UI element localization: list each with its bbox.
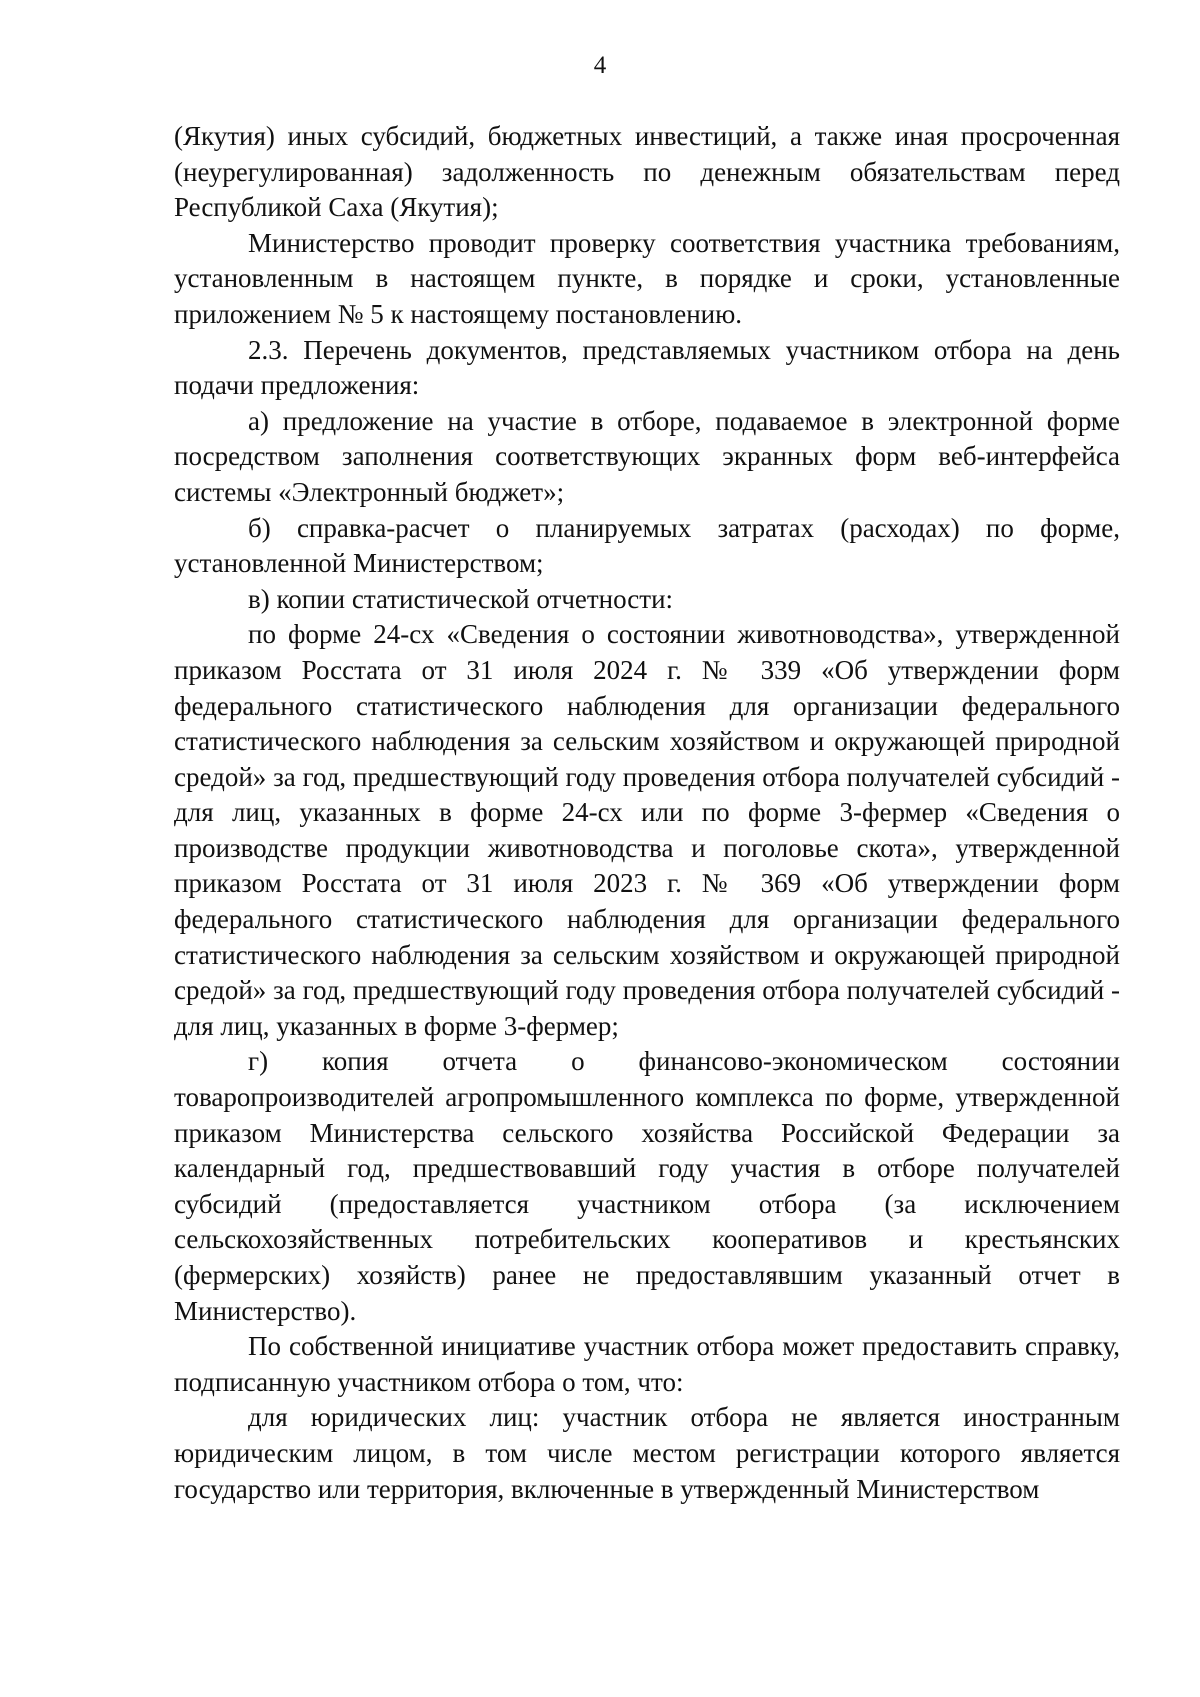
page-number: 4 (593, 52, 607, 79)
list-item-b: б) справка-расчет о планируемых затратах (расходах) по форме, установленной Министерством; (174, 512, 1120, 579)
paragraph-documents-list-heading: 2.3. Перечень документов, представляемых участником отбора на день подачи предложения: (174, 334, 1120, 401)
list-item-v: в) копии статистической отчетности: (248, 583, 674, 614)
paragraph-statistical-forms: по форме 24-сх «Сведения о состоянии животноводства», утвержденной приказом Росстата от 31 июля 2024 г. № 339 «Об утверждении форм федерального статистического наблюдения для организации федерального статистического наблюдения за сельским хозяйством и окружающей природной средой» за год, предшествующий году проведения отбора получателей субсидий - для лиц, указанных в форме 24-сх или по форме 3-фермер «Сведения о производстве продукции животноводства и поголовье скота», утвержденной приказом Росстата от 31 июля 2023 г. № 369 «Об утверждении форм федерального статистического наблюдения для организации федерального статистического наблюдения за сельским хозяйством и окружающей природной средой» за год, предшествующий году проведения отбора получателей субсидий - для лиц, указанных в форме 3-фермер; (174, 619, 1120, 1041)
document-body (174, 119, 1120, 1507)
paragraph-own-initiative: По собственной инициативе участник отбора может предоставить справку, подписанную участником отбора о том, что: (174, 1331, 1120, 1397)
paragraph-legal-entities: для юридических лиц: участник отбора не является иностранным юридическим лицом, в том числе местом регистрации которого является государство или территория, включенные в утвержденный Министерством (174, 1402, 1120, 1504)
paragraph-continuation: (Якутия) иных субсидий, бюджетных инвестиций, а также иная просроченная (неурегулированная) задолженность по денежным обязательствам перед Республикой Саха (Якутия); (174, 121, 1120, 223)
list-item-a: а) предложение на участие в отборе, подаваемое в электронной форме посредством заполнения соответствующих экранных форм веб-интерфейса системы «Электронный бюджет»; (174, 405, 1120, 507)
list-item-g: г) копия отчета о финансово-экономическом состоянии товаропроизводителей агропромышленного комплекса по форме, утвержденной приказом Министерства сельского хозяйства Российской Федерации за календарный год, предшествовавший году участия в отборе получателей субсидий (предоставляется участником отбора (за исключением сельскохозяйственных потребительских кооперативов и крестьянских (фермерских) хозяйств) ранее не предоставлявшим указанный отчет в Министерство). (174, 1046, 1120, 1326)
paragraph-ministry-check: Министерство проводит проверку соответствия участника требованиям, установленным в настоящем пункте, в порядке и сроки, установленные приложением № 5 к настоящему постановлению. (174, 227, 1120, 329)
